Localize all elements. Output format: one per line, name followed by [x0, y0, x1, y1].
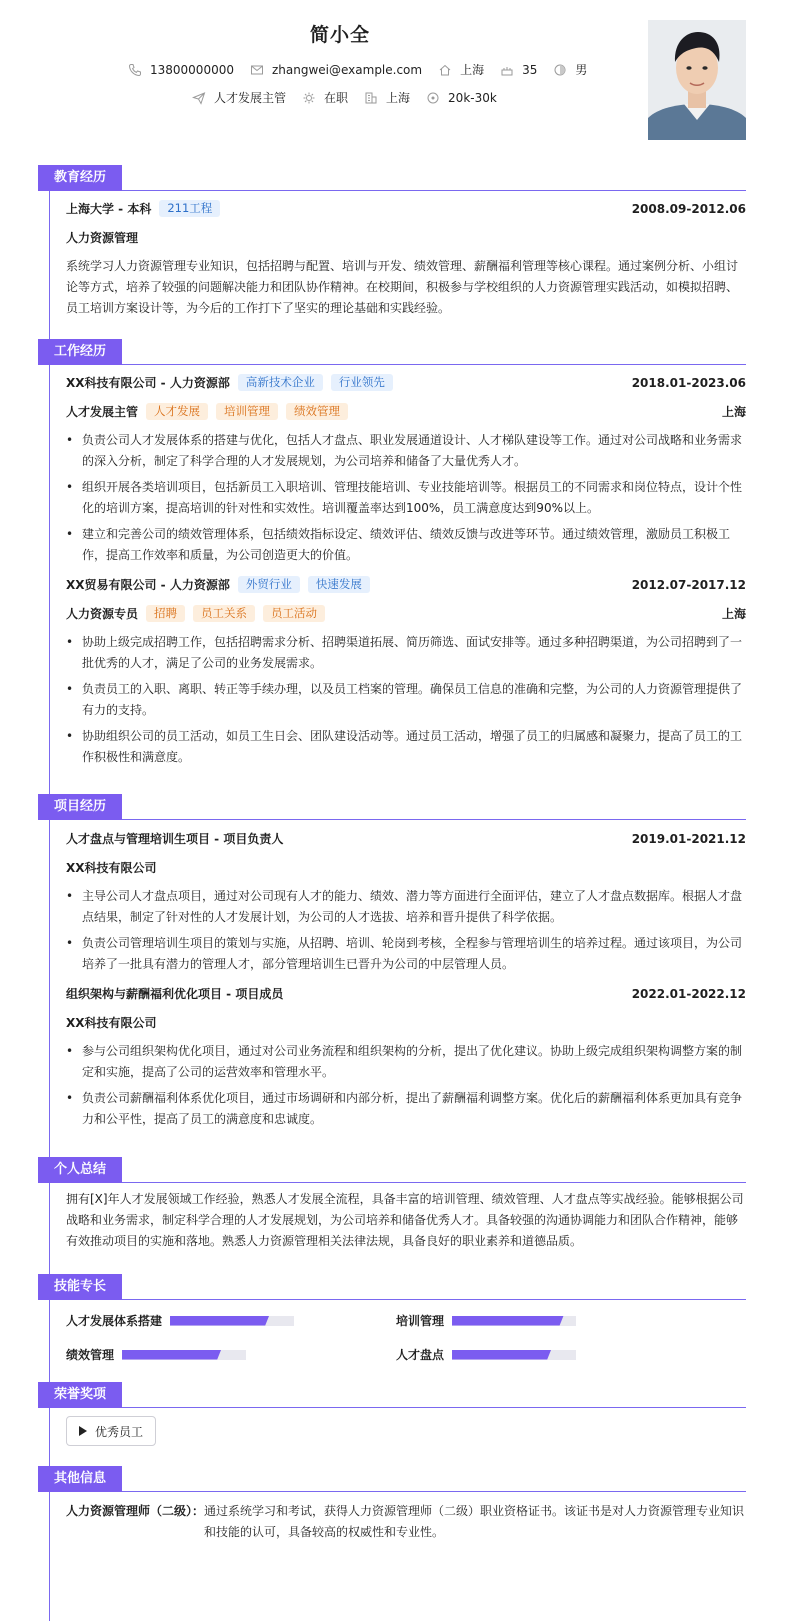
section-title: 荣誉奖项 — [38, 1382, 122, 1408]
skill-bar — [452, 1350, 576, 1360]
building-icon — [364, 91, 378, 105]
work-bullet: • 负责公司人才发展体系的搭建与优化，包括人才盘点、职业发展通道设计、人才梯队建设等工作。通过对公司战略和业务需求的深入分析，制定了科学合理的人才发展规划，为公司培养和储备了大量优秀人才。 — [66, 430, 746, 472]
project-title: 组织架构与薪酬福利优化项目 - 项目成员 — [66, 987, 284, 1001]
education-date: 2008.09-2012.06 — [631, 201, 746, 216]
school-name: 上海大学 - 本科 — [66, 202, 152, 216]
skill-item — [396, 1312, 576, 1329]
company-tag: 快速发展 — [308, 576, 370, 593]
company-tag: 高新技术企业 — [238, 374, 323, 391]
project-company: XX科技有限公司 — [66, 861, 157, 875]
work-city: 上海 — [721, 607, 746, 621]
home-icon — [438, 63, 452, 77]
avatar — [648, 20, 746, 140]
skill-tag: 绩效管理 — [286, 403, 348, 420]
phone-icon — [128, 63, 142, 77]
project-bullet: • 参与公司组织架构优化项目，通过对公司业务流程和组织架构的分析，提出了优化建议。协助上级完成组织架构调整方案的制定和实施，提高了公司的运营效率和管理水平。 — [66, 1041, 746, 1083]
skill-tag: 培训管理 — [216, 403, 278, 420]
resume-header — [0, 0, 794, 160]
section-project — [38, 794, 746, 820]
salary-icon — [426, 91, 440, 105]
certificate-name: 人力资源管理师（二级）： — [66, 1504, 205, 1518]
job-intent-row — [192, 89, 513, 106]
play-icon — [79, 1426, 87, 1436]
status-icon — [302, 91, 316, 105]
age-icon — [500, 63, 514, 77]
project-bullet: • 负责公司薪酬福利体系优化项目，通过市场调研和内部分析，提出了薪酬福利调整方案。优化后的薪酬福利体系更加具有竞争力和公平性，提高了员工的满意度和忠诚度。 — [66, 1088, 746, 1130]
skill-item — [66, 1346, 246, 1363]
section-skills — [38, 1274, 746, 1300]
skill-item — [396, 1346, 576, 1363]
certificate-description: 通过系统学习和考试，获得人力资源管理师（二级）职业资格证书。该证书是对人力资源管理专业知识和技能的认可，具备较高的权威性和专业性。 — [204, 1504, 745, 1539]
section-work — [38, 339, 746, 365]
major: 人力资源管理 — [66, 231, 139, 245]
company-tag: 外贸行业 — [238, 576, 300, 593]
work-bullet: • 协助上级完成招聘工作，包括招聘需求分析、招聘渠道拓展、简历筛选、面试安排等。通过多种招聘渠道，为公司招聘到了一批优秀的人才，满足了公司的业务发展需求。 — [66, 632, 746, 674]
project-title-row — [66, 830, 746, 847]
section-honors — [38, 1382, 746, 1408]
work-date: 2012.07-2017.12 — [631, 577, 746, 592]
section-education — [38, 165, 746, 191]
candidate-name: 简小全 — [309, 24, 370, 46]
section-title: 个人总结 — [38, 1157, 122, 1183]
skill-name: 人才发展体系搭建 — [66, 1314, 163, 1328]
section-title: 教育经历 — [38, 165, 122, 191]
honor-label: 优秀员工 — [95, 1424, 144, 1439]
work-date: 2018.01-2023.06 — [631, 375, 746, 390]
company-name: XX科技有限公司 - 人力资源部 — [66, 376, 230, 390]
section-summary — [38, 1157, 746, 1183]
project-bullet: • 主导公司人才盘点项目，通过对公司现有人才的能力、绩效、潜力等方面进行全面评估，建立了人才盘点数据库。根据人才盘点结果，制定了针对性的人才发展计划，为公司的人才选拔、培养和晋升提供了科学依据。 — [66, 886, 746, 928]
section-title: 其他信息 — [38, 1466, 122, 1492]
certificate-item — [66, 1501, 746, 1543]
company-tag: 行业领先 — [331, 374, 393, 391]
skill-bar — [170, 1316, 294, 1326]
summary-text: 拥有[X]年人才发展领域工作经验，熟悉人才发展全流程，具备丰富的培训管理、绩效管理、人才盘点等实战经验。能够根据公司战略和业务需求，制定科学合理的人才发展规划，为公司培养和储备优秀人才。具备较强的沟通协调能力和团队合作精神，能够有效推动项目的实施和落地。熟悉人力资源管理相关法律法规，具备良好的职业素养和道德品质。 — [66, 1192, 744, 1248]
project-title-row — [66, 985, 746, 1002]
work-bullet: • 负责员工的入职、离职、转正等手续办理，以及员工档案的管理。确保员工信息的准确和完整，为公司的人力资源管理提供了有力的支持。 — [66, 679, 746, 721]
send-icon — [192, 91, 206, 105]
info-age: 35 — [500, 63, 537, 77]
skill-tag: 招聘 — [146, 605, 185, 622]
section-title: 技能专长 — [38, 1274, 122, 1300]
info-city: 上海 — [438, 61, 484, 78]
section-title: 工作经历 — [38, 339, 122, 365]
project-date: 2022.01-2022.12 — [631, 986, 746, 1001]
project-company-row — [66, 1014, 746, 1031]
project-title: 人才盘点与管理培训生项目 - 项目负责人 — [66, 832, 284, 846]
work-company-row — [66, 576, 746, 593]
work-city: 上海 — [721, 405, 746, 419]
info-salary: 20k-30k — [426, 91, 497, 105]
skill-tag: 员工关系 — [193, 605, 255, 622]
position: 人才发展主管 — [66, 405, 139, 419]
work-bullet: • 建立和完善公司的绩效管理体系，包括绩效指标设定、绩效评估、绩效反馈与改进等环节。通过绩效管理，激励员工积极工作，提高工作效率和质量，为公司创造更大的价值。 — [66, 524, 746, 566]
info-gender: 男 — [553, 61, 587, 78]
skill-bar — [122, 1350, 246, 1360]
info-status: 在职 — [302, 89, 348, 106]
work-position-row — [66, 605, 746, 622]
company-name: XX贸易有限公司 - 人力资源部 — [66, 578, 230, 592]
work-position-row — [66, 403, 746, 420]
work-bullet: • 协助组织公司的员工活动，如员工生日会、团队建设活动等。通过员工活动，增强了员工的归属感和凝聚力，提高了员工的工作积极性和满意度。 — [66, 726, 746, 768]
info-email: zhangwei@example.com — [250, 63, 422, 77]
skill-bar — [452, 1316, 576, 1326]
project-company-row — [66, 859, 746, 876]
education-description: 系统学习人力资源管理专业知识，包括招聘与配置、培训与开发、绩效管理、薪酬福利管理等核心课程。通过案例分析、小组讨论等方式，培养了较强的问题解决能力和团队协作精神。在校期间，积极参与学校组织的人力资源管理实践活动，如模拟招聘、员工培训方案设计等，为今后的工作打下了坚实的理论基础和实践经验。 — [66, 259, 739, 315]
skill-tag: 人才发展 — [146, 403, 208, 420]
skill-name: 绩效管理 — [66, 1348, 115, 1362]
position: 人力资源专员 — [66, 607, 139, 621]
info-position: 人才发展主管 — [192, 89, 286, 106]
section-other — [38, 1466, 746, 1492]
work-company-row — [66, 374, 746, 391]
section-title: 项目经历 — [38, 794, 122, 820]
mail-icon — [250, 63, 264, 77]
project-company: XX科技有限公司 — [66, 1016, 157, 1030]
info-phone: 13800000000 — [128, 63, 234, 77]
gender-icon — [553, 63, 567, 77]
honor-item[interactable] — [66, 1416, 156, 1446]
contact-row — [128, 61, 603, 78]
info-work-city: 上海 — [364, 89, 410, 106]
project-bullet: • 负责公司管理培训生项目的策划与实施，从招聘、培训、轮岗到考核，全程参与管理培训生的培养过程。通过该项目，为公司培养了一批具有潜力的管理人才，部分管理培训生已晋升为公司的中层管理人员。 — [66, 933, 746, 975]
skill-item — [66, 1312, 294, 1329]
skill-name: 人才盘点 — [396, 1348, 445, 1362]
work-bullet: • 组织开展各类培训项目，包括新员工入职培训、管理技能培训、专业技能培训等。根据员工的不同需求和岗位特点，设计个性化的培训方案，提高培训的针对性和实效性。培训覆盖率达到100%，员工满意度达到90%以上。 — [66, 477, 746, 519]
skill-name: 培训管理 — [396, 1314, 445, 1328]
education-major-row — [66, 229, 746, 246]
skill-tag: 员工活动 — [263, 605, 325, 622]
education-entry — [66, 200, 746, 217]
school-tag: 211工程 — [159, 200, 220, 217]
project-date: 2019.01-2021.12 — [631, 831, 746, 846]
